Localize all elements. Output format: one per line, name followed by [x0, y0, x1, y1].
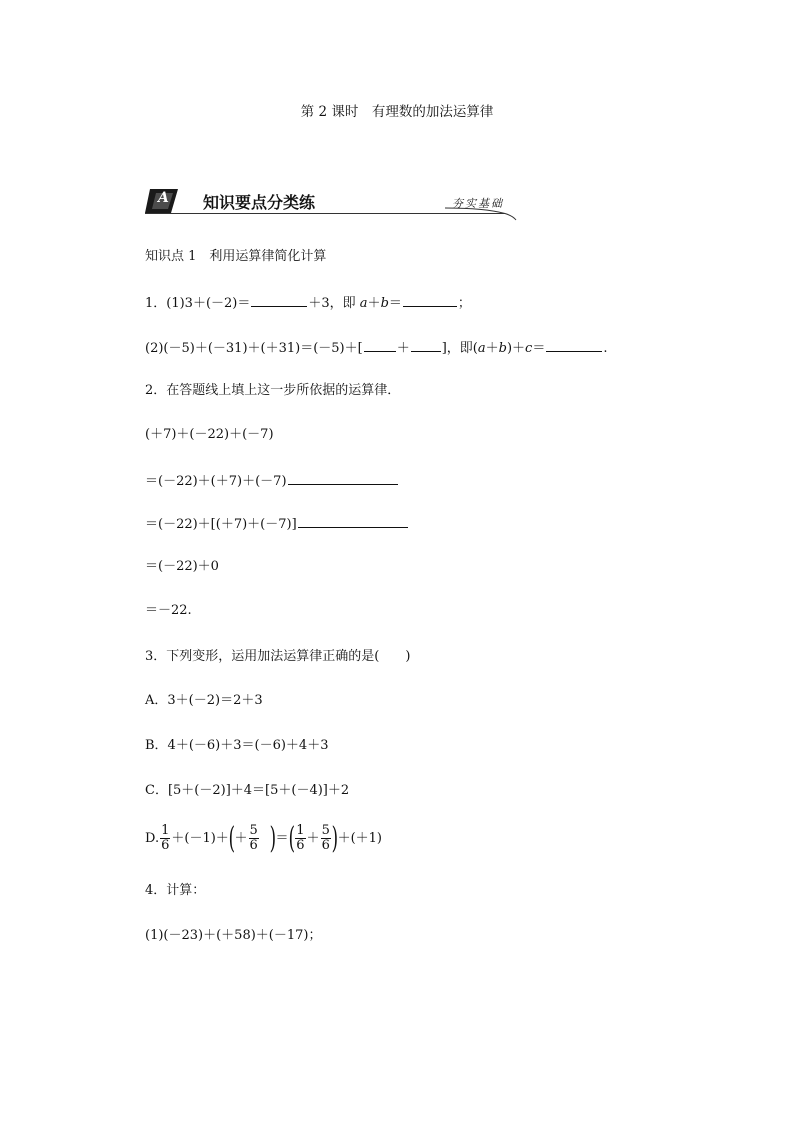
q3-d-tail: ＋(＋1)	[337, 831, 382, 846]
var-c: c	[525, 341, 533, 356]
q1-blank-2[interactable]	[403, 294, 457, 307]
var-a: a	[359, 296, 368, 311]
q2-line-2-text: ＝(－22)＋(＋7)＋(－7)	[145, 474, 287, 489]
q3-option-d[interactable]	[145, 822, 382, 862]
q3-option-c[interactable]: C．[5＋(－2)]＋4＝[5＋(－4)]＋2	[145, 783, 350, 798]
q3-option-b[interactable]: B．4＋(－6)＋3＝(－6)＋4＋3	[145, 738, 329, 753]
q1-p1-text-a: 1．(1)3＋(－2)＝	[145, 296, 251, 311]
q2-line-4: ＝(－22)＋0	[145, 559, 219, 574]
q2-prompt: 2．在答题线上填上这一步所依据的运算律．	[145, 383, 401, 398]
q2-line-3-text: ＝(－22)＋[(＋7)＋(－7)]	[145, 517, 297, 532]
banner-title: 知识要点分类练	[203, 193, 316, 212]
q1-p1-plus: ＋	[367, 296, 381, 311]
big-paren-left-2: (	[288, 820, 295, 856]
q3-d-plus: ＋	[234, 831, 248, 846]
q1-p1-text-c: ＝	[388, 296, 402, 311]
q1-p2-text-d: ＝	[532, 341, 546, 356]
big-paren-right-2: )	[331, 820, 338, 856]
q3-d-eq: ＝	[275, 831, 289, 846]
q3-d-mid: ＋(－1)＋	[171, 831, 229, 846]
q1-blank-1[interactable]	[251, 294, 307, 307]
q2-line-2	[145, 472, 399, 490]
var-b: b	[380, 296, 389, 311]
q1-p2-text-a: (2)(－5)＋(－31)＋(＋31)＝(－5)＋[	[145, 341, 363, 356]
q1-blank-3[interactable]	[364, 339, 396, 352]
q1-p2-plus-2: ＋	[485, 341, 499, 356]
q1-p2-text-b: ]，即(	[441, 341, 478, 356]
q1-p1-text-b: ＋3，即	[308, 296, 360, 311]
q1-p2-text-c: )＋	[506, 341, 526, 356]
q3-option-a[interactable]: A．3＋(－2)＝2＋3	[145, 693, 263, 708]
fraction-five-sixths-2: $\frac{5}{6}$	[321, 823, 330, 853]
q4-part1: (1)(－23)＋(＋58)＋(－17)；	[145, 928, 322, 943]
q1-p2-end: .	[603, 341, 608, 356]
q2-answer-blank-1[interactable]	[288, 472, 398, 485]
q2-line-3	[145, 515, 409, 533]
big-paren-right: )	[269, 820, 276, 856]
q4-prompt: 4．计算：	[145, 883, 206, 898]
var-b-2: b	[498, 341, 507, 356]
banner-badge-letter: A	[158, 190, 169, 206]
q3-prompt: 3．下列变形，运用加法运算律正确的是( )	[145, 649, 411, 664]
q1-p1-text-d: ；	[457, 296, 471, 311]
q2-answer-blank-2[interactable]	[298, 515, 408, 528]
q1-part1	[145, 294, 471, 312]
banner-subtitle: 夯实基础	[452, 197, 504, 210]
section-banner	[145, 184, 520, 224]
q3-d-plus-2: ＋	[306, 831, 320, 846]
big-paren-left: (	[228, 820, 235, 856]
fraction-five-sixths: $\frac{5}{6}$	[249, 823, 258, 853]
fraction-one-sixth-2: $\frac{1}{6}$	[296, 823, 305, 853]
fraction-one-sixth: $\frac{1}{6}$	[161, 823, 170, 853]
q1-p2-plus: ＋	[396, 341, 410, 356]
q2-line-1: (＋7)＋(－22)＋(－7)	[145, 427, 274, 442]
q1-part2	[145, 339, 607, 357]
q2-line-5: ＝－22.	[145, 603, 192, 618]
knowledge-point-heading: 知识点 1 利用运算律简化计算	[145, 249, 327, 264]
q3-d-label: D.	[145, 831, 160, 846]
lesson-title: 第 2 课时 有理数的加法运算律	[300, 104, 494, 120]
q1-blank-5[interactable]	[546, 339, 602, 352]
q1-blank-4[interactable]	[411, 339, 441, 352]
var-a-2: a	[477, 341, 486, 356]
